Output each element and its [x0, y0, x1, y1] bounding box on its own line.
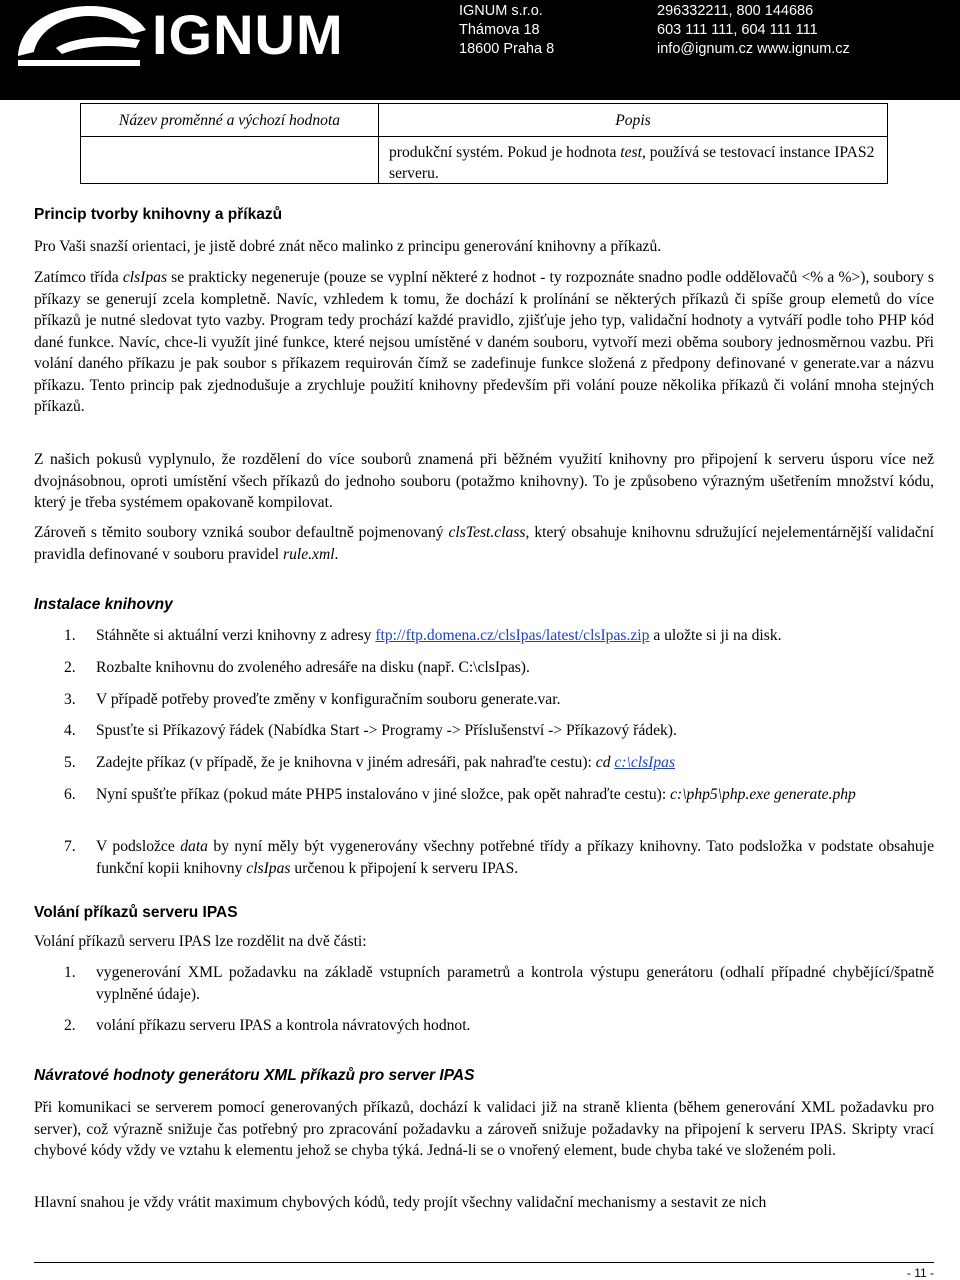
class-name: clsIpas: [122, 269, 168, 286]
list-number: 6.: [64, 786, 76, 803]
paragraph-error-codes: Hlavní snahou je vždy vrátit maximum chybových kódů, tedy projít všechny validační mechanismy a sestavit ze nich: [34, 1194, 767, 1211]
paragraph-text: Zatímco třída: [34, 269, 123, 286]
file-name: rule.xml: [283, 545, 335, 563]
paragraph-text: , který obsahuje knihovnu sdružující nejelementárnější validační pravidla definované v souboru pravidel: [34, 524, 934, 563]
table-cell-description: [389, 142, 881, 184]
file-name: clsTest.class: [448, 524, 526, 541]
list-text: [96, 752, 934, 774]
paragraph-volani-intro: Volání příkazů serveru IPAS lze rozdělit na dvě části:: [34, 933, 367, 950]
folder-name: data: [180, 838, 208, 855]
list-number: 2.: [64, 659, 76, 676]
paragraph-savings: Z našich pokusů vyplynulo, že rozdělení do více souborů znamená při běžném využití knihovny pro připojení k serveru úsporu více než dvojnásobnou, oproti umístění všech příkazů do jednoho souboru (potažmo knihovny). To je způsobeno výrazným ušetřením množství kódu, který je třeba systémem opakovaně kompilovat.: [34, 451, 934, 511]
text: Stáhněte si aktuální verzi knihovny z adresy: [96, 627, 376, 644]
list-number: 3.: [64, 691, 76, 708]
page-header: [0, 0, 960, 100]
text: V podsložce: [96, 838, 181, 855]
company-logo: [12, 3, 344, 68]
company-phones: 603 111 111, 604 111 111: [657, 22, 818, 38]
section-title-instalace: Instalace knihovny: [34, 596, 173, 613]
text: by nyní měly být vygenerovány všechny potřebné třídy a příkazy knihovny. Tato podsložka v podstate obsahuje funkční kopii knihovny: [96, 838, 934, 877]
page-number: - 11 -: [906, 1266, 934, 1280]
company-email-web[interactable]: info@ignum.cz www.ignum.cz: [657, 41, 850, 57]
list-number: 2.: [64, 1017, 76, 1034]
list-number: 1.: [64, 964, 76, 981]
list-text: [96, 836, 934, 879]
path-link[interactable]: c:\clsIpas: [614, 754, 676, 771]
table-divider: [81, 136, 887, 137]
table-header-name: Název proměnné a výchozí hodnota: [118, 112, 341, 129]
text: Nyní spušťte příkaz (pokud máte PHP5 instalováno v jiné složce, pak opět nahraďte cestu):: [96, 786, 671, 803]
footer-divider: [34, 1262, 934, 1263]
variables-table: [80, 103, 888, 184]
list-number: 4.: [64, 722, 76, 739]
paragraph-text: Zároveň s těmito soubory vzniká soubor defaultně pojmenovaný: [34, 524, 449, 541]
paragraph-clstest: [34, 522, 934, 565]
command-text: cd: [595, 754, 615, 771]
list-text: Rozbalte knihovnu do zvoleného adresáře na disku (např. C:\clsIpas).: [96, 659, 530, 676]
cell-text: , používá se testovací instance IPAS2 serveru.: [389, 144, 875, 182]
paragraph-validation: Při komunikaci se serverem pomocí generovaných příkazů, dochází k validaci již na straně klienta (během generování XML požadavku pro server), což výrazně snižuje čas potřebný pro zpracování požadavku a zároveň snižuje požadavky na připojení k serveru IPAS. Skripty vrací chybové kódy vždy ve vztahu k elementu jehož se chyba týká. Jedná-li se o vnořený element, bude chyba také ve složeném poli.: [34, 1099, 934, 1159]
text: Zadejte příkaz (v případě, že je knihovna v jiném adresáři, pak nahraďte cestu):: [96, 754, 596, 771]
list-number: 7.: [64, 838, 76, 855]
text: určenou k připojení k serveru IPAS.: [290, 859, 519, 877]
table-header-description: Popis: [615, 112, 651, 129]
section-title-navratove: Návratové hodnoty generátoru XML příkazů pro server IPAS: [34, 1067, 475, 1084]
paragraph-princip: [34, 267, 934, 418]
list-number: 5.: [64, 754, 76, 771]
list-number: 1.: [64, 627, 76, 644]
section-title-princip: Princip tvorby knihovny a příkazů: [34, 206, 283, 223]
company-ids: 296332211, 800 144686: [657, 3, 814, 19]
list-text: [96, 784, 934, 806]
download-link[interactable]: ftp://ftp.domena.cz/clsIpas/latest/clsIpas.zip: [375, 627, 650, 644]
list-text: volání příkazu serveru IPAS a kontrola návratových hodnot.: [96, 1017, 471, 1034]
logo-wordmark: IGNUM: [152, 3, 344, 66]
company-street: Thámova 18: [459, 22, 540, 38]
company-city: 18600 Praha 8: [459, 41, 555, 57]
company-contact: [657, 2, 850, 59]
text: a uložte si ji na disk.: [649, 627, 782, 644]
paragraph-intro: Pro Vaši snazší orientaci, je jistě dobré znát něco malinko z principu generování knihovny a příkazů.: [34, 238, 662, 255]
company-address: [459, 2, 554, 59]
company-name: IGNUM s.r.o.: [459, 3, 543, 19]
paragraph-text: .: [334, 545, 339, 563]
class-name: clsIpas: [246, 859, 291, 877]
command-text: c:\php5\php.exe generate.php: [670, 786, 856, 803]
list-text: vygenerování XML požadavku na základě vstupních parametrů a kontrola výstupu generátoru (odhalí případné chybějící/špatně vyplněné údaje).: [96, 964, 934, 1003]
section-title-volani: Volání příkazů serveru IPAS: [34, 904, 238, 921]
list-text: Spusťte si Příkazový řádek (Nabídka Start -> Programy -> Příslušenství -> Příkazový řádek).: [96, 722, 677, 739]
list-text: V případě potřeby proveďte změny v konfiguračním souboru generate.var.: [96, 691, 561, 708]
cell-value-test: test: [620, 144, 642, 161]
list-text: [96, 625, 934, 647]
paragraph-text: se prakticky negeneruje (pouze se vyplní některé z hodnot - ty rozpoznáte snadno podle oddělovačů <% a %>), soubory s příkazy se generují zcela kompletně. Navíc, vzhledem k tomu, že dochází k prolínání se některých příkazů či spíše group elemetů do více příkazů je nutné sledovat tyto vazby. Program tedy prochází každé pravidlo, zjišťuje jeho typ, validační hodnoty a vytváří podle toho PHP kód dané funkce. Navíc, chce-li využít jiné funkce, které nejsou umístěné v daném souboru, vytvoří mezi oběma soubory jednosměrnou vazbu. Při volání daného příkazu je pak soubor s příkazem requirován čímž se zadefinuje funkce složená z předpony definované v generate.var a názvu příkazu. Tento princip pak zjednodušuje a zrychluje použití knihovny především při volání pouze několika příkazů či volání mnoha stejných příkazů.: [34, 269, 934, 415]
cell-text: produkční systém. Pokud je hodnota: [389, 144, 621, 161]
